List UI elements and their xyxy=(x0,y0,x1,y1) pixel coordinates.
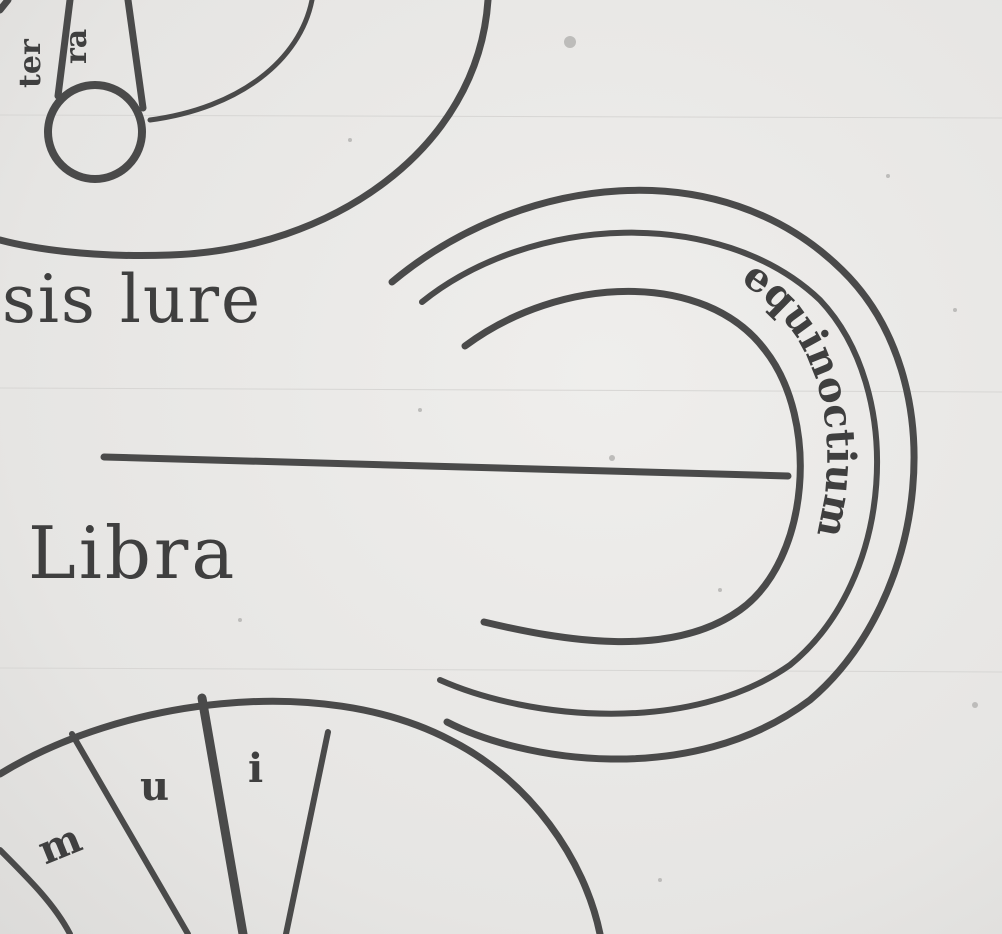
top-band-right xyxy=(128,0,143,108)
label-libra: Libra xyxy=(28,511,238,595)
equinox-line xyxy=(104,457,788,476)
top-fragment-text-2: ter xyxy=(13,39,48,88)
top-band-left xyxy=(0,0,8,10)
top-fragment-text-1: ra xyxy=(59,28,94,64)
label-equinoctium-path: equinoctium xyxy=(734,251,865,542)
top-circle-inner xyxy=(150,0,312,120)
wheel-letter-m: m xyxy=(31,814,89,875)
label-sis-lure: sis lure xyxy=(2,261,263,338)
paper-speckles xyxy=(238,36,978,882)
bottom-wheel-outer xyxy=(0,701,600,934)
top-small-circle xyxy=(48,85,142,179)
wheel-spoke-3 xyxy=(286,732,328,934)
wheel-spoke-2 xyxy=(202,698,243,934)
wheel-letter-i: i xyxy=(248,745,264,792)
wheel-letter-u: u xyxy=(140,763,170,810)
wheel-spoke-1 xyxy=(72,734,188,934)
